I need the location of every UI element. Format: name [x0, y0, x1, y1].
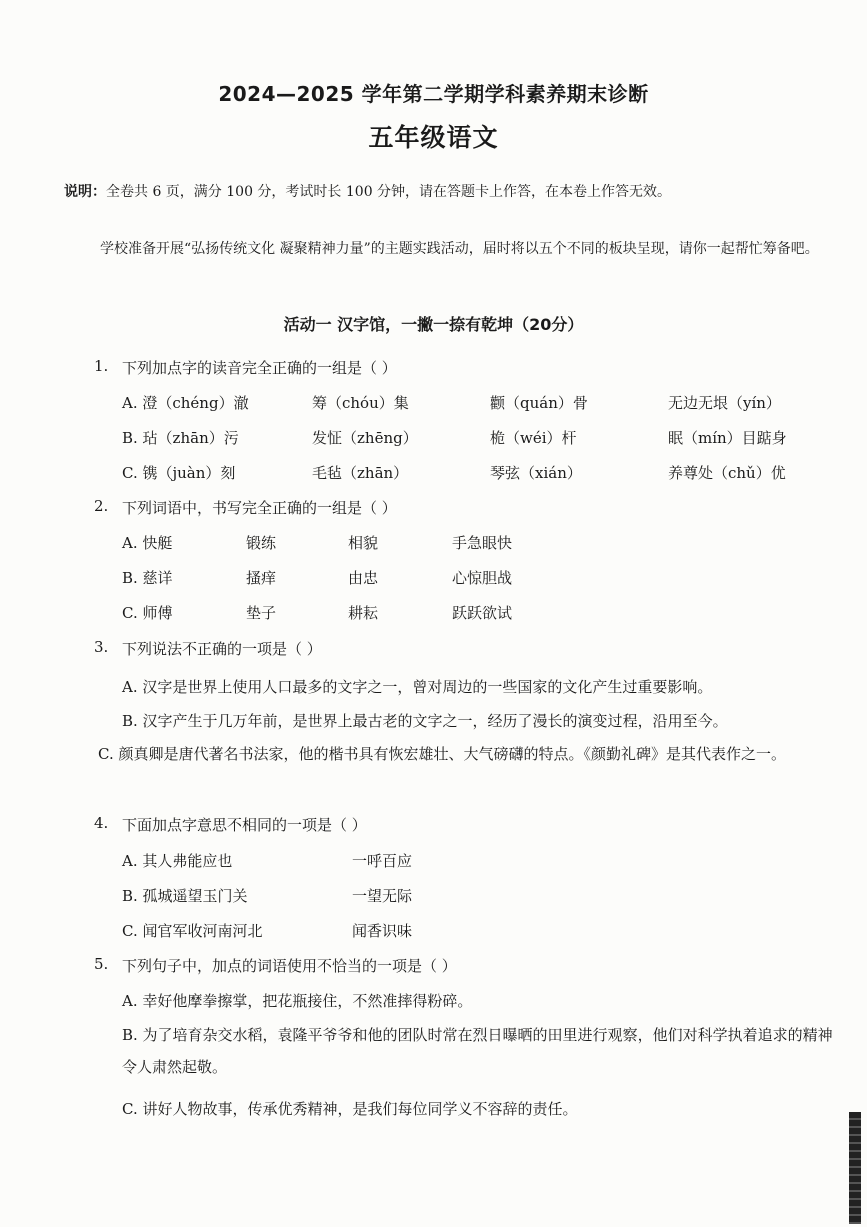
q4-option-b-1: B. 孤城遥望玉门关: [122, 887, 248, 905]
q1-option-b-4: 眠（mín）目踮身: [668, 429, 787, 447]
q3-option-a: A. 汉字是世界上使用人口最多的文字之一，曾对周边的一些国家的文化产生过重要影响。: [122, 678, 713, 696]
q5-option-a: A. 幸好他摩拳擦掌，把花瓶接住，不然准摔得粉碎。: [122, 992, 473, 1010]
question-number: 3.: [94, 638, 109, 656]
q2-option-a-1: A. 快艇: [122, 534, 173, 552]
q5-option-b: B. 为了培育杂交水稻，袁隆平爷爷和他的团队时常在烈日曝晒的田里进行观察，他们对科学执着追求的精神令人肃然起敬。: [122, 1026, 833, 1076]
q3-option-b: B. 汉字产生于几万年前，是世界上最古老的文字之一，经历了漫长的演变过程，沿用至今。: [122, 712, 728, 730]
question-number: 2.: [94, 497, 109, 515]
q4-option-b-2: 一望无际: [352, 887, 413, 905]
q2-option-a-3: 相貌: [348, 534, 379, 552]
q1-option-c-2: 毛毡（zhān）: [312, 464, 409, 482]
q2-option-c-3: 耕耘: [348, 604, 379, 622]
q1-option-b-2: 发怔（zhēng）: [312, 429, 418, 447]
q1-option-c-4: 养尊处（chǔ）优: [668, 464, 786, 482]
q5-option-c: C. 讲好人物故事，传承优秀精神，是我们每位同学义不容辞的责任。: [122, 1100, 578, 1118]
q2-option-a-2: 锻练: [246, 534, 277, 552]
q4-option-c-2: 闻香识味: [352, 922, 413, 940]
q2-option-c-1: C. 师傅: [122, 604, 173, 622]
intro-paragraph: 学校准备开展“弘扬传统文化 凝聚精神力量”的主题实践活动，届时将以五个不同的板块呈现，请你一起帮忙筹备吧。: [100, 241, 819, 257]
question-text: 下列说法不正确的一项是（ ）: [122, 640, 322, 658]
scan-edge-mark: [849, 1112, 861, 1224]
question-text: 下列加点字的读音完全正确的一组是（ ）: [122, 359, 397, 377]
q2-option-b-2: 搔痒: [246, 569, 277, 587]
q2-option-b-4: 心惊胆战: [452, 569, 513, 587]
q4-option-c-1: C. 闻官军收河南河北: [122, 922, 263, 940]
q2-option-a-4: 手急眼快: [452, 534, 513, 552]
subject-title: 五年级语文: [368, 123, 499, 152]
q2-option-b-3: 由忠: [348, 569, 379, 587]
q1-option-b-1: B. 玷（zhān）污: [122, 429, 239, 447]
question-number: 5.: [94, 955, 109, 973]
q3-option-c-text: C. 颜真卿是唐代著名书法家，他的楷书具有恢宏雄壮、大气磅礴的特点。《颜勤礼碑》是其代表作之一。: [98, 745, 786, 763]
q1-option-c-3: 琴弦（xián）: [490, 464, 582, 482]
question-text: 下列词语中，书写完全正确的一组是（ ）: [122, 499, 397, 517]
q2-option-b-1: B. 慈详: [122, 569, 173, 587]
q1-option-c-1: C. 镌（juàn）刻: [122, 464, 236, 482]
q2-option-c-4: 跃跃欲试: [452, 604, 513, 622]
q1-option-b-3: 桅（wéi）杆: [490, 429, 577, 447]
question-text: 下列句子中，加点的词语使用不恰当的一项是（ ）: [122, 957, 457, 975]
q2-option-c-2: 垫子: [246, 604, 277, 622]
q1-option-a-4: 无边无垠（yín）: [668, 394, 781, 412]
question-text: 下面加点字意思不相同的一项是（ ）: [122, 816, 367, 834]
question-number: 1.: [94, 357, 109, 375]
q1-option-a-2: 筹（chóu）集: [312, 394, 409, 412]
q1-option-a-1: A. 澄（chéng）澈: [122, 394, 249, 412]
q3-option-c: [98, 738, 842, 770]
exam-title: 2024—2025 学年第二学期学科素养期末诊断: [218, 82, 649, 106]
section-heading: 活动一 汉字馆，一撇一捺有乾坤（20分）: [283, 315, 584, 334]
instructions-label: 说明：: [64, 184, 106, 200]
question-number: 4.: [94, 814, 109, 832]
q1-option-a-3: 颧（quán）骨: [490, 394, 588, 412]
q4-option-a-2: 一呼百应: [352, 852, 413, 870]
instructions-text: 全卷共 6 页，满分 100 分，考试时长 100 分钟，请在答题卡上作答，在本卷上作答无效。: [106, 184, 672, 200]
instructions: [64, 181, 844, 201]
q4-option-a-1: A. 其人弗能应也: [122, 852, 233, 870]
